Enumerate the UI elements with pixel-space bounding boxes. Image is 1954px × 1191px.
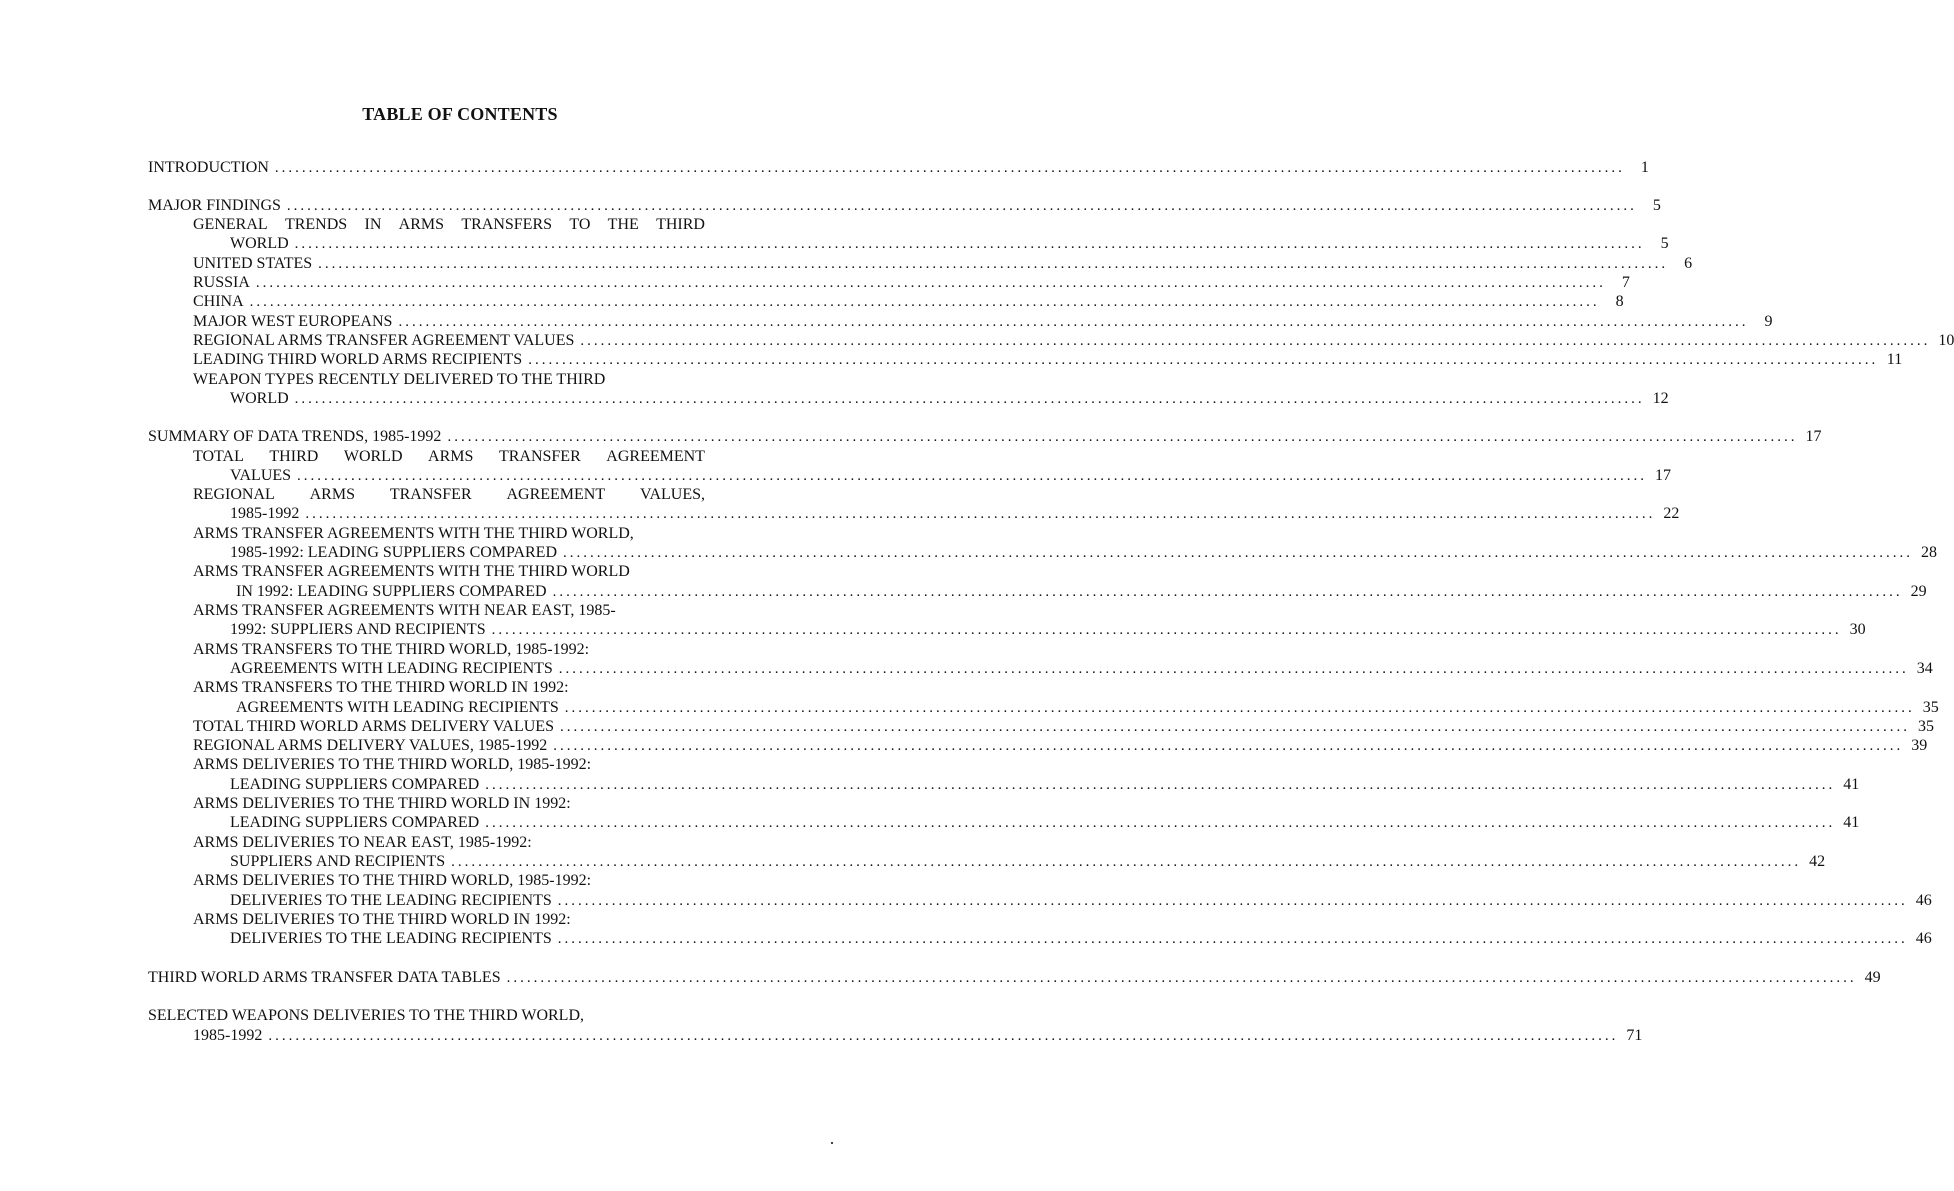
toc-entry xyxy=(148,968,1881,988)
dot-leader: ........................................................................................................................................................................................................ xyxy=(297,468,1648,484)
toc-word: VALUES, xyxy=(639,486,705,503)
toc-entry-label: WORLD xyxy=(230,390,289,407)
dot-leader: ........................................................................................................................................................................................................ xyxy=(255,275,1606,291)
toc-entry-label: 1992: SUPPLIERS AND RECIPIENTS xyxy=(230,621,486,638)
toc-entry xyxy=(230,659,1933,679)
toc-entry-label: LEADING THIRD WORLD ARMS RECIPIENTS xyxy=(193,351,523,368)
toc-page-number: 17 xyxy=(1805,428,1822,445)
scan-speck xyxy=(831,1142,833,1144)
toc-page-number: 30 xyxy=(1849,621,1866,638)
toc-entry xyxy=(230,852,1826,872)
dot-leader: ........................................................................................................................................................................................................ xyxy=(580,333,1931,349)
dot-leader: ........................................................................................................................................................................................................ xyxy=(294,236,1645,252)
toc-page-number: 1 xyxy=(1640,159,1649,176)
toc-entry xyxy=(193,350,1903,370)
toc-entry xyxy=(230,543,1937,563)
toc-word: ARMS xyxy=(398,216,445,233)
toc-entry-label: SUPPLIERS AND RECIPIENTS xyxy=(230,853,446,870)
toc-word: THE xyxy=(607,216,639,233)
toc-word: ARMS xyxy=(309,486,355,503)
toc-page-number: 41 xyxy=(1843,814,1860,831)
toc-entry xyxy=(193,254,1693,274)
toc-entry xyxy=(230,620,1866,640)
toc-entry xyxy=(230,891,1932,911)
toc-word: AGREEMENT xyxy=(606,448,705,465)
dot-leader: ........................................................................................................................................................................................................ xyxy=(491,622,1842,638)
toc-entry-label: DELIVERIES TO THE LEADING RECIPIENTS xyxy=(230,930,552,947)
toc-entry-label: CHINA xyxy=(193,293,244,310)
toc-page-number: 7 xyxy=(1621,274,1630,291)
toc-entry-label: VALUES xyxy=(230,467,292,484)
dot-leader: ........................................................................................................................................................................................................ xyxy=(553,738,1904,754)
toc-page-number: 5 xyxy=(1652,197,1661,214)
dot-leader: ........................................................................................................................................................................................................ xyxy=(558,661,1909,677)
toc-heading-line: SELECTED WEAPONS DELIVERIES TO THE THIRD WORLD, xyxy=(148,1007,584,1024)
dot-leader: ........................................................................................................................................................................................................ xyxy=(249,294,1600,310)
toc-entry xyxy=(230,929,1932,949)
toc-word: AGREEMENT xyxy=(506,486,606,503)
page-title: TABLE OF CONTENTS xyxy=(362,104,558,124)
toc-page-number: 49 xyxy=(1864,969,1881,986)
toc-entry-label: WORLD xyxy=(230,235,289,252)
toc-entry-label: 1985-1992: LEADING SUPPLIERS COMPARED xyxy=(230,544,557,561)
toc-entry xyxy=(193,331,1954,351)
toc-heading-line xyxy=(193,215,705,235)
toc-entry xyxy=(230,234,1669,254)
dot-leader: ........................................................................................................................................................................................................ xyxy=(286,198,1637,214)
toc-page-number: 22 xyxy=(1663,505,1680,522)
toc-word: GENERAL xyxy=(193,216,268,233)
toc-page-number: 71 xyxy=(1626,1027,1643,1044)
toc-heading-line: ARMS DELIVERIES TO THE THIRD WORLD, 1985-1992: xyxy=(193,756,592,773)
toc-entry xyxy=(148,158,1649,178)
toc-word: TO xyxy=(569,216,591,233)
dot-leader: ........................................................................................................................................................................................................ xyxy=(506,970,1857,986)
toc-word: TRANSFER xyxy=(498,448,581,465)
toc-entry-label: 1985-1992 xyxy=(230,505,300,522)
toc-word: THIRD xyxy=(269,448,319,465)
toc-entry xyxy=(193,717,1934,737)
toc-heading-line: ARMS DELIVERIES TO THE THIRD WORLD, 1985-1992: xyxy=(193,872,592,889)
toc-page-number: 10 xyxy=(1938,332,1954,349)
dot-leader: ........................................................................................................................................................................................................ xyxy=(305,506,1656,522)
toc-entry xyxy=(148,196,1661,216)
toc-entry-label: IN 1992: LEADING SUPPLIERS COMPARED xyxy=(236,583,547,600)
toc-page-number: 35 xyxy=(1917,718,1934,735)
toc-word: TRANSFER xyxy=(389,486,472,503)
toc-entry-label: INTRODUCTION xyxy=(148,159,269,176)
dot-leader: ........................................................................................................................................................................................................ xyxy=(274,160,1625,176)
toc-heading-line: ARMS TRANSFERS TO THE THIRD WORLD IN 1992: xyxy=(193,679,569,696)
toc-entry xyxy=(148,427,1822,447)
toc-entry-label: LEADING SUPPLIERS COMPARED xyxy=(230,776,480,793)
dot-leader: ........................................................................................................................................................................................................ xyxy=(318,256,1669,272)
toc-heading-line: ARMS TRANSFERS TO THE THIRD WORLD, 1985-1992: xyxy=(193,641,590,658)
toc-page-number: 41 xyxy=(1843,776,1860,793)
toc-entry-label: REGIONAL ARMS TRANSFER AGREEMENT VALUES xyxy=(193,332,575,349)
toc-entry-label: MAJOR FINDINGS xyxy=(148,197,281,214)
toc-heading-line: ARMS DELIVERIES TO NEAR EAST, 1985-1992: xyxy=(193,834,532,851)
toc-entry xyxy=(193,292,1624,312)
toc-entry-label: TOTAL THIRD WORLD ARMS DELIVERY VALUES xyxy=(193,718,554,735)
toc-page-number: 12 xyxy=(1652,390,1669,407)
toc-entry-label: MAJOR WEST EUROPEANS xyxy=(193,313,393,330)
toc-entry-label: AGREEMENTS WITH LEADING RECIPIENTS xyxy=(236,699,559,716)
toc-word: ARMS xyxy=(428,448,474,465)
dot-leader: ........................................................................................................................................................................................................ xyxy=(294,391,1645,407)
toc-heading-line xyxy=(193,447,705,467)
toc-page-number: 6 xyxy=(1684,255,1693,272)
toc-entry-label: THIRD WORLD ARMS TRANSFER DATA TABLES xyxy=(148,969,501,986)
dot-leader: ........................................................................................................................................................................................................ xyxy=(559,719,1910,735)
toc-page-number: 17 xyxy=(1655,467,1672,484)
toc-entry-label: REGIONAL ARMS DELIVERY VALUES, 1985-1992 xyxy=(193,737,548,754)
dot-leader: ........................................................................................................................................................................................................ xyxy=(451,854,1802,870)
dot-leader: ........................................................................................................................................................................................................ xyxy=(552,584,1903,600)
toc-page-number: 34 xyxy=(1916,660,1933,677)
toc-page-number: 39 xyxy=(1911,737,1928,754)
toc-entry-label: AGREEMENTS WITH LEADING RECIPIENTS xyxy=(230,660,553,677)
toc-page-number: 42 xyxy=(1809,853,1826,870)
dot-leader: ........................................................................................................................................................................................................ xyxy=(557,931,1908,947)
toc-page-number: 35 xyxy=(1922,699,1939,716)
toc-heading-line: ARMS TRANSFER AGREEMENTS WITH THE THIRD WORLD xyxy=(193,563,630,580)
toc-page-number: 8 xyxy=(1615,293,1624,310)
toc-entry xyxy=(193,273,1630,293)
toc-entry xyxy=(230,813,1860,833)
toc-entry xyxy=(193,1026,1643,1046)
toc-page-number: 46 xyxy=(1915,930,1932,947)
dot-leader: ........................................................................................................................................................................................................ xyxy=(563,545,1913,561)
toc-word: IN xyxy=(364,216,382,233)
toc-heading-line: ARMS TRANSFER AGREEMENTS WITH NEAR EAST, 1985- xyxy=(193,602,616,619)
dot-leader: ........................................................................................................................................................................................................ xyxy=(485,777,1836,793)
toc-page-number: 46 xyxy=(1915,892,1932,909)
toc-page-number: 5 xyxy=(1660,235,1669,252)
toc-entry xyxy=(193,736,1928,756)
toc-entry xyxy=(193,312,1773,332)
toc-entry-label: RUSSIA xyxy=(193,274,250,291)
toc-word: TRANSFERS xyxy=(461,216,553,233)
dot-leader: ........................................................................................................................................................................................................ xyxy=(557,893,1908,909)
toc-word: WORLD xyxy=(343,448,403,465)
toc-heading-line: ARMS DELIVERIES TO THE THIRD WORLD IN 1992: xyxy=(193,795,571,812)
toc-entry xyxy=(236,698,1939,718)
toc-page-number: 29 xyxy=(1910,583,1927,600)
toc-heading-line: WEAPON TYPES RECENTLY DELIVERED TO THE THIRD xyxy=(193,371,606,388)
toc-entry xyxy=(230,389,1669,409)
toc-entry-label: UNITED STATES xyxy=(193,255,313,272)
toc-heading-line: ARMS TRANSFER AGREEMENTS WITH THE THIRD WORLD, xyxy=(193,525,634,542)
dot-leader: ........................................................................................................................................................................................................ xyxy=(485,815,1836,831)
toc-entry-label: SUMMARY OF DATA TRENDS, 1985-1992 xyxy=(148,428,442,445)
toc-page-number: 11 xyxy=(1886,351,1903,368)
toc-entry-label: 1985-1992 xyxy=(193,1027,263,1044)
toc-entry xyxy=(230,466,1672,486)
toc-word: TOTAL xyxy=(193,448,244,465)
toc-entry xyxy=(230,504,1680,524)
toc-heading-line: ARMS DELIVERIES TO THE THIRD WORLD IN 1992: xyxy=(193,911,571,928)
dot-leader: ........................................................................................................................................................................................................ xyxy=(447,429,1798,445)
toc-entry xyxy=(236,582,1927,602)
toc-entry-label: LEADING SUPPLIERS COMPARED xyxy=(230,814,480,831)
dot-leader: ........................................................................................................................................................................................................ xyxy=(268,1028,1619,1044)
toc-word: REGIONAL xyxy=(193,486,275,503)
toc-heading-line xyxy=(193,485,705,505)
toc-word: TRENDS xyxy=(284,216,348,233)
dot-leader: ........................................................................................................................................................................................................ xyxy=(528,352,1879,368)
toc-entry xyxy=(230,775,1860,795)
toc-entry-label: DELIVERIES TO THE LEADING RECIPIENTS xyxy=(230,892,552,909)
toc-page-number: 28 xyxy=(1921,544,1937,561)
dot-leader: ........................................................................................................................................................................................................ xyxy=(564,700,1915,716)
toc-page-number: 9 xyxy=(1764,313,1773,330)
toc-word: THIRD xyxy=(656,216,705,233)
dot-leader: ........................................................................................................................................................................................................ xyxy=(398,314,1749,330)
